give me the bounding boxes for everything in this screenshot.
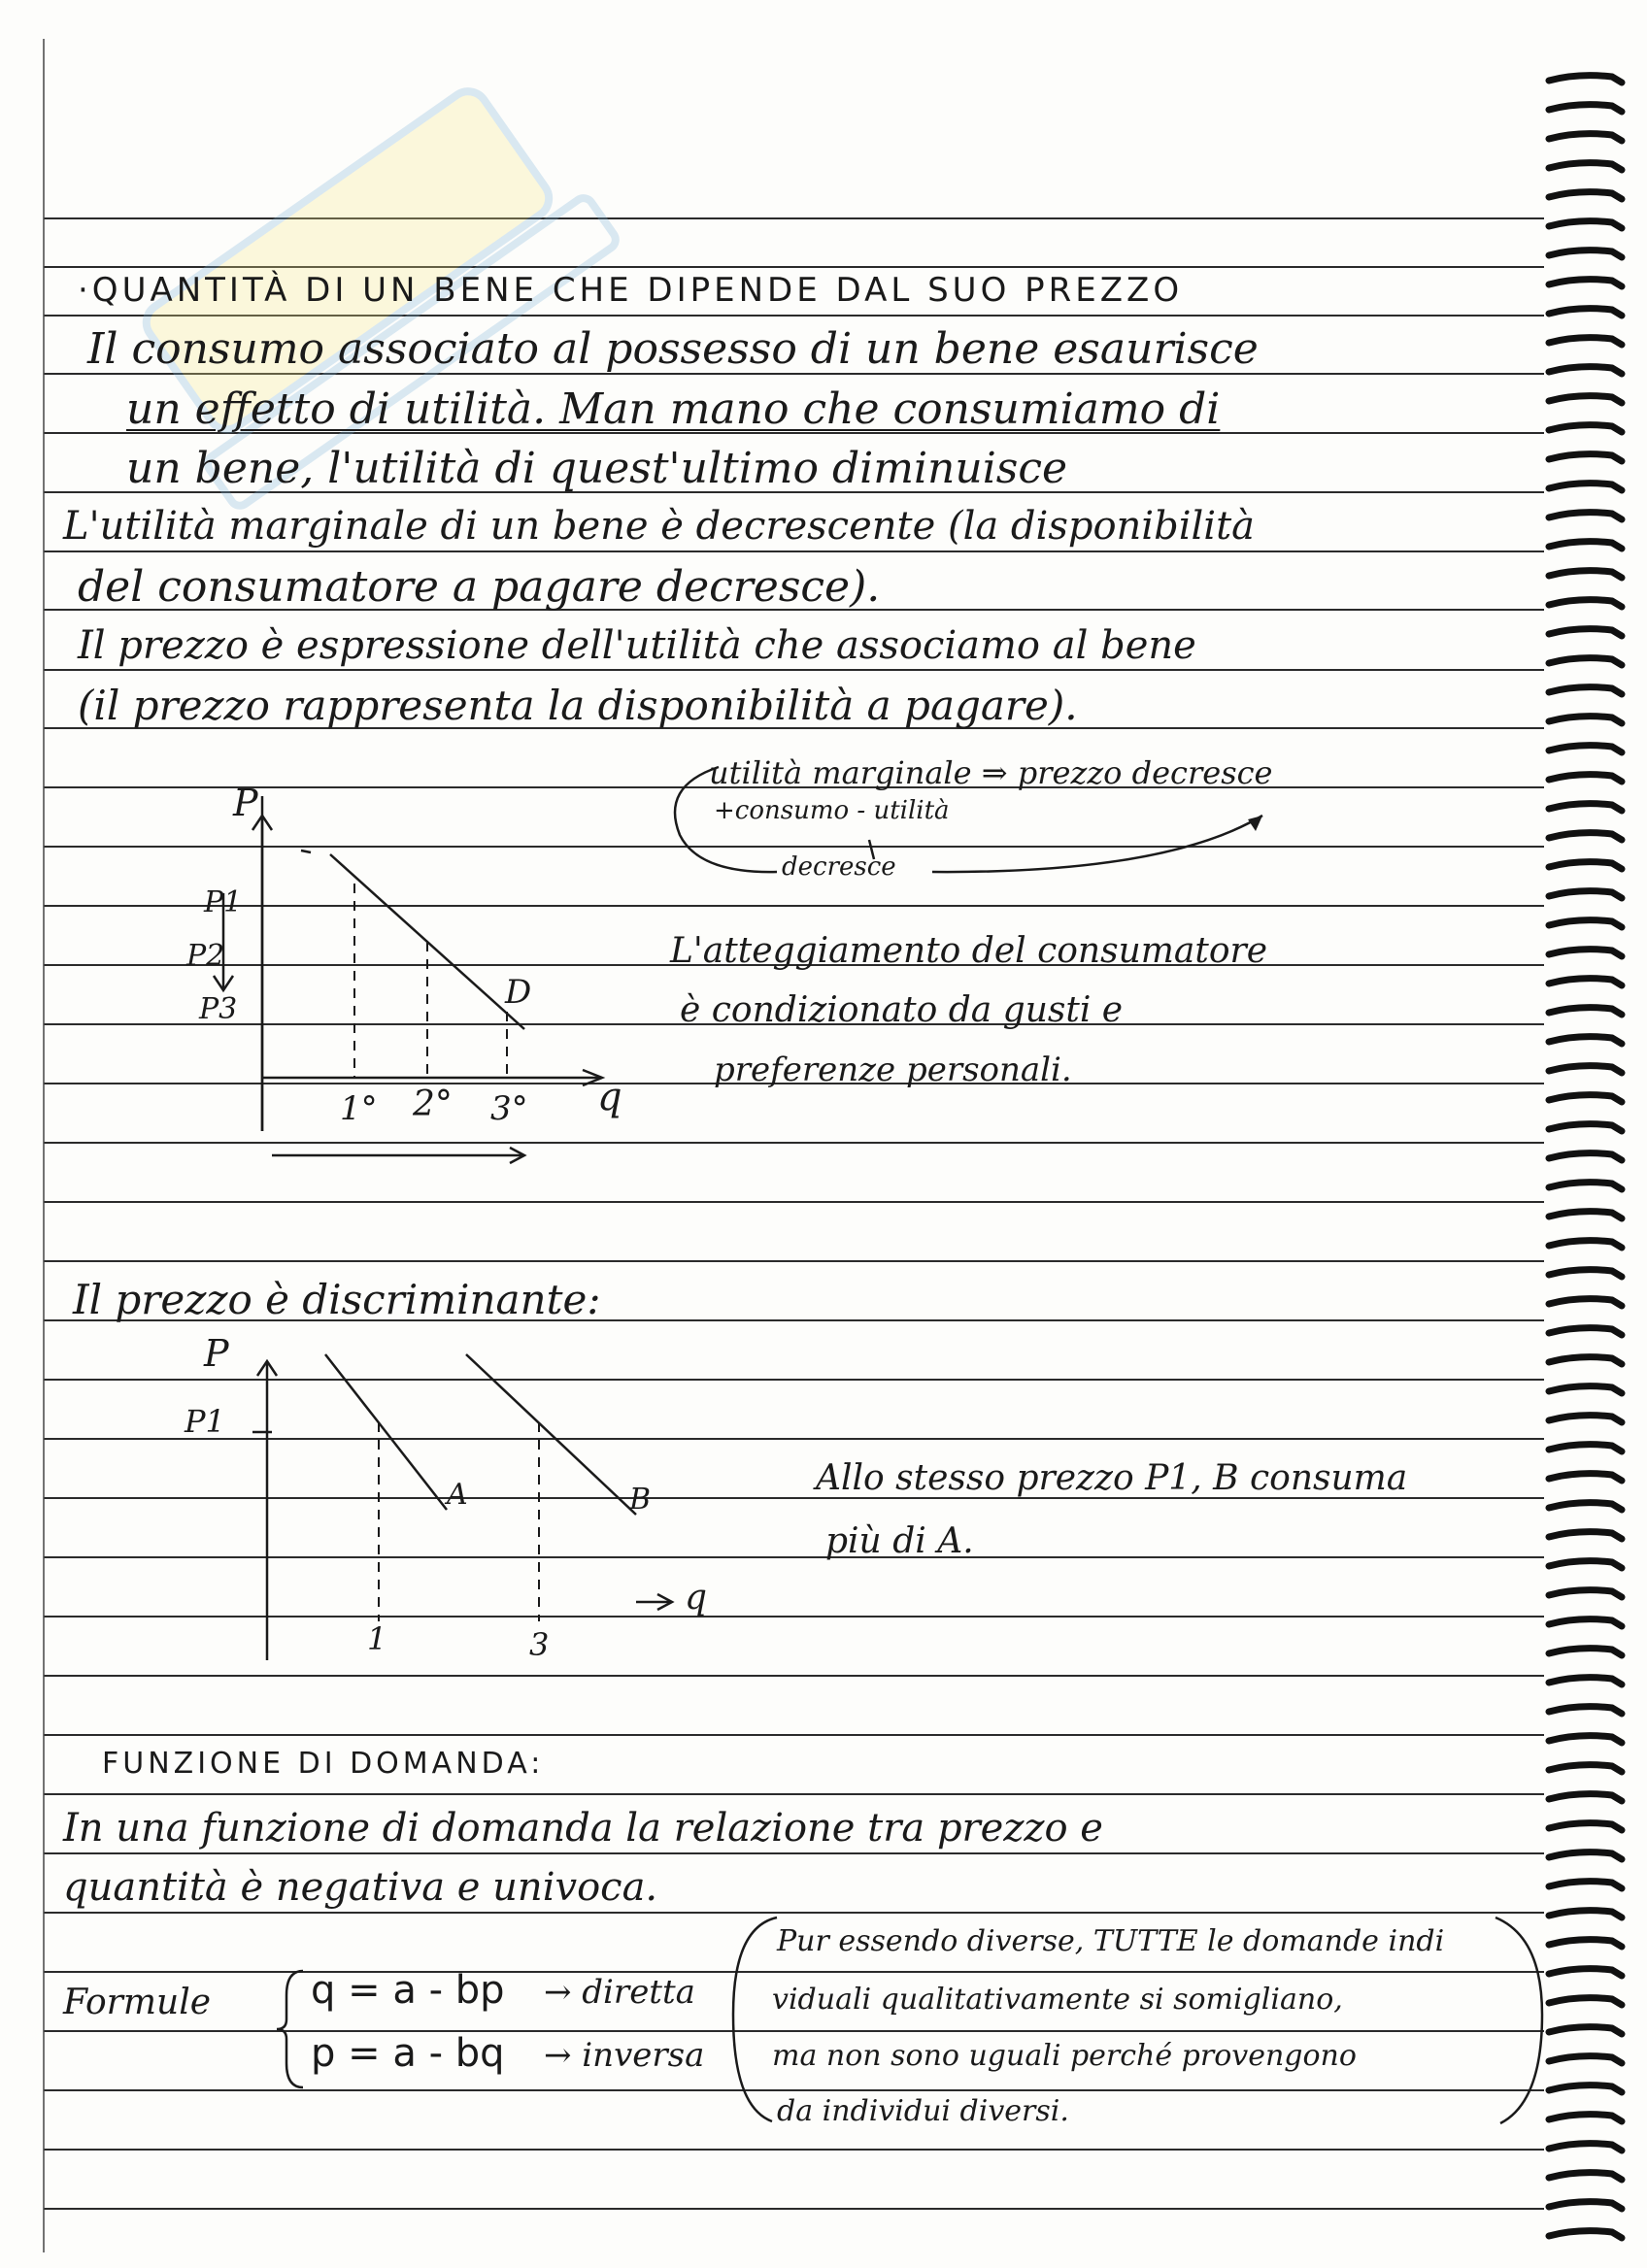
spiral-ring [1549, 1649, 1622, 1655]
spiral-ring [1549, 1299, 1622, 1306]
spiral-ring [1549, 746, 1622, 752]
spiral-ring [1549, 105, 1622, 112]
spiral-ring [1549, 542, 1622, 549]
spiral-ring [1549, 1998, 1622, 2005]
page-heading: ·QUANTITÀ DI UN BENE CHE DIPENDE DAL SUO PREZZO [78, 271, 1184, 310]
graph1-x-tick-2: 2° [413, 1084, 453, 1124]
spiral-ring [1549, 454, 1622, 461]
spiral-ring [1549, 1095, 1622, 1102]
spiral-ring [1549, 2231, 1622, 2238]
graph1-x-tick-3: 3° [490, 1089, 528, 1128]
note3-line2: viduali qualitativamente si somigliano, [772, 1983, 1343, 2017]
spiral-ring [1549, 1969, 1622, 1976]
spiral-ring [1549, 2115, 1622, 2121]
note3-line3: ma non sono uguali perché provengono [772, 2039, 1357, 2073]
spiral-ring [1549, 1153, 1622, 1160]
para2-line2: (il prezzo rappresenta la disponibilità a pagare). [78, 682, 1078, 729]
graph2-curve-a: A [447, 1478, 468, 1512]
annotation-line3: decresce [782, 852, 896, 882]
spiral-ring [1549, 600, 1622, 607]
spiral-ring [1549, 163, 1622, 170]
spiral-ring [1549, 1911, 1622, 1918]
spiral-ring [1549, 1416, 1622, 1422]
spiral-ring [1549, 1124, 1622, 1131]
para1-line5: del consumatore a pagare decresce). [78, 562, 881, 612]
graph2-x-tick-3: 3 [529, 1626, 550, 1663]
spiral-ring [1549, 1386, 1622, 1393]
spiral-ring [1549, 950, 1622, 956]
spiral-ring [1549, 1940, 1622, 1947]
formula-brace [272, 1966, 311, 2092]
spiral-ring [1549, 192, 1622, 199]
spiral-ring [1549, 862, 1622, 869]
note3-line1: Pur essendo diverse, TUTTE le domande indi [777, 1924, 1445, 1958]
spiral-ring [1549, 1852, 1622, 1859]
spiral-ring [1549, 1794, 1622, 1801]
graph2-curve-b: B [629, 1483, 652, 1517]
note2-line1: Allo stesso prezzo P1, B consuma [816, 1458, 1408, 1498]
note1-line1: L'atteggiamento del consumatore [670, 931, 1268, 971]
spiral-ring [1549, 484, 1622, 490]
spiral-ring [1549, 717, 1622, 723]
spiral-ring [1549, 513, 1622, 519]
spiral-ring [1549, 1066, 1622, 1073]
spiral-ring [1549, 1765, 1622, 1772]
graph1-tick-p2: P2 [186, 939, 225, 973]
spiral-ring [1549, 1445, 1622, 1451]
spiral-ring [1549, 1823, 1622, 1830]
spiral-ring [1549, 2056, 1622, 2063]
spiral-ring [1549, 833, 1622, 840]
para2-line1: Il prezzo è espressione dell'utilità che associamo al bene [78, 623, 1196, 668]
graph1-y-axis-label: P [233, 782, 258, 824]
note1-line3: preferenze personali. [714, 1051, 1072, 1089]
spiral-binding [1539, 53, 1636, 2248]
graph1-tick-p3: P3 [199, 992, 238, 1026]
formula-direct: q = a - bp [311, 1968, 505, 2013]
spiral-ring [1549, 1736, 1622, 1743]
spiral-ring [1549, 891, 1622, 898]
spiral-ring [1549, 1270, 1622, 1277]
formula-label: Formule [63, 1983, 212, 2022]
formula-inverse-name: → inversa [544, 2036, 705, 2075]
spiral-ring [1549, 221, 1622, 228]
spiral-ring [1549, 250, 1622, 257]
spiral-ring [1549, 76, 1622, 83]
annotation-arrows [660, 748, 1360, 893]
spiral-ring [1549, 396, 1622, 403]
spiral-ring [1549, 2085, 1622, 2092]
spiral-ring [1549, 1532, 1622, 1539]
spiral-ring [1549, 2202, 1622, 2209]
spiral-ring [1549, 280, 1622, 286]
graph2-tick-p1: P1 [185, 1403, 225, 1440]
spiral-ring [1549, 367, 1622, 374]
spiral-ring [1549, 1619, 1622, 1626]
para1-line3: un bene, l'utilità di quest'ultimo diminuisce [126, 444, 1068, 493]
spiral-ring [1549, 1357, 1622, 1364]
graph1-tick-p1: P1 [204, 885, 243, 919]
formula-inverse: p = a - bq [311, 2031, 505, 2076]
spiral-ring [1549, 1008, 1622, 1015]
spiral-ring [1549, 920, 1622, 927]
section2-title: Il prezzo è discriminante: [73, 1276, 601, 1323]
formula-direct-name: → diretta [544, 1973, 695, 2012]
spiral-ring [1549, 979, 1622, 985]
spiral-ring [1549, 425, 1622, 432]
spiral-ring [1549, 1561, 1622, 1568]
spiral-ring [1549, 1037, 1622, 1044]
spiral-ring [1549, 571, 1622, 578]
spiral-ring [1549, 1882, 1622, 1888]
spiral-ring [1549, 2144, 1622, 2151]
graph2-y-axis-label: P [204, 1332, 229, 1375]
graph1-x-axis-label: q [597, 1075, 622, 1119]
spiral-ring [1549, 1707, 1622, 1714]
spiral-ring [1549, 1503, 1622, 1510]
spiral-ring [1549, 2173, 1622, 2180]
spiral-ring [1549, 1474, 1622, 1481]
para1-line2: un effetto di utilità. Man mano che consumiamo di [126, 384, 1221, 434]
section3-title: FUNZIONE DI DOMANDA: [102, 1747, 545, 1781]
para3-line2: quantità è negativa e univoca. [63, 1865, 658, 1910]
note3-line4: da individui diversi. [777, 2094, 1069, 2128]
spiral-ring [1549, 134, 1622, 141]
spiral-ring [1549, 1212, 1622, 1218]
annotation-line1: utilità marginale ⇒ prezzo decresce [709, 754, 1273, 791]
spiral-ring [1549, 1678, 1622, 1684]
para1-line4: L'utilità marginale di un bene è decrescente (la disponibilità [63, 504, 1255, 549]
graph1-x-tick-1: 1° [340, 1089, 378, 1128]
graph2-x-axis-label: q [685, 1578, 708, 1618]
note1-line2: è condizionato da gusti e [680, 990, 1124, 1030]
spiral-ring [1549, 687, 1622, 694]
para3-line1: In una funzione di domanda la relazione tra prezzo e [63, 1806, 1103, 1851]
spiral-ring [1549, 1328, 1622, 1335]
spiral-ring [1549, 1590, 1622, 1597]
spiral-ring [1549, 804, 1622, 811]
annotation-line2: +consumo - utilità [714, 796, 950, 825]
spiral-ring [1549, 1183, 1622, 1189]
graph2-x-tick-1: 1 [367, 1620, 387, 1657]
para1-line1: Il consumo associato al possesso di un bene esaurisce [87, 324, 1259, 374]
spiral-ring [1549, 2027, 1622, 2034]
spiral-ring [1549, 338, 1622, 345]
graph1-curve-label: D [505, 973, 532, 1012]
spiral-ring [1549, 775, 1622, 782]
spiral-ring [1549, 658, 1622, 665]
note2-line2: più di A. [825, 1521, 974, 1561]
graph1-demand [117, 796, 622, 1204]
spiral-ring [1549, 309, 1622, 316]
spiral-ring [1549, 1241, 1622, 1248]
spiral-ring [1549, 629, 1622, 636]
